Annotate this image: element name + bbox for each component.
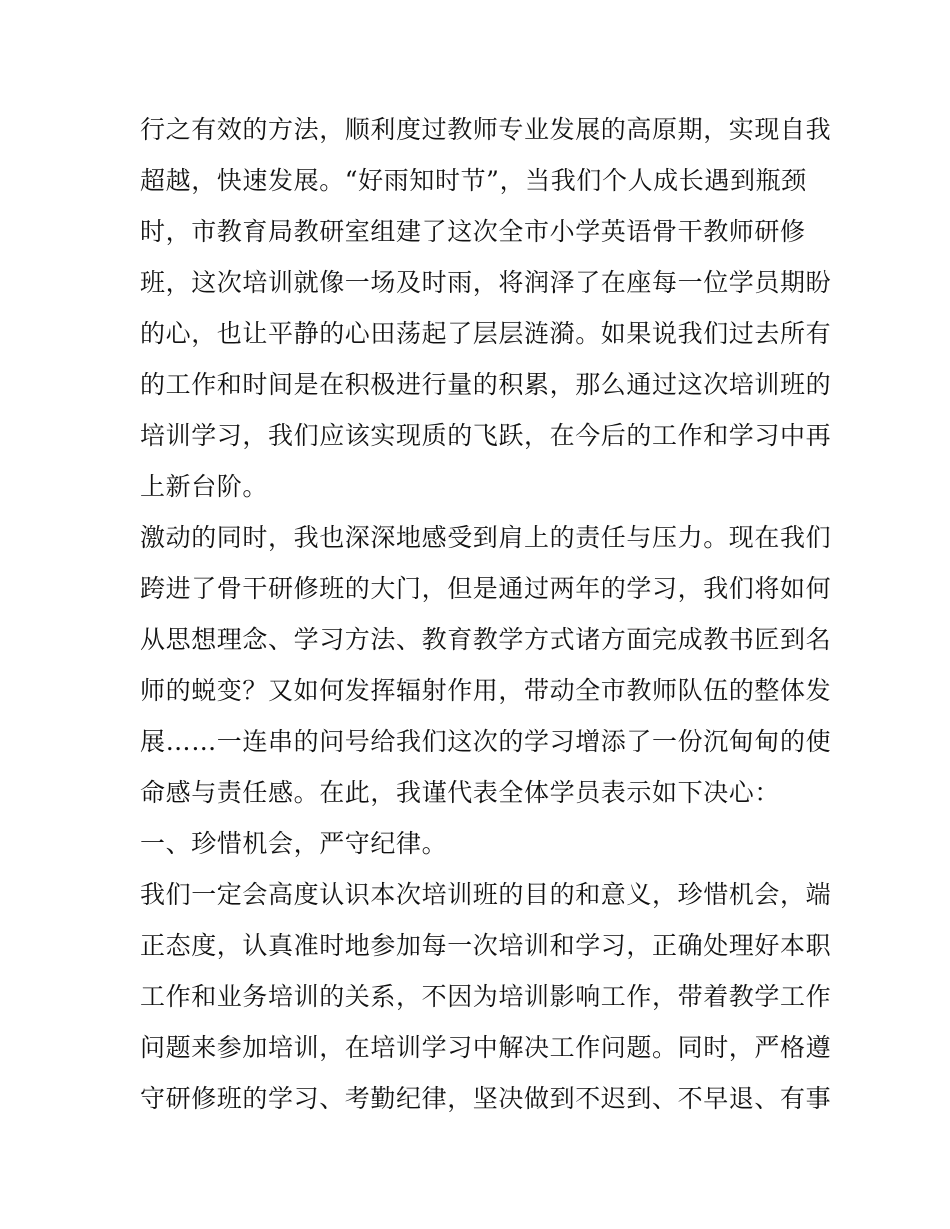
text-line: 激动的同时，我也深深地感受到肩上的责任与压力。现在我们	[140, 523, 832, 552]
text-line: 跨进了骨干研修班的大门，但是通过两年的学习，我们将如何	[140, 574, 832, 603]
text-line: 问题来参加培训，在培训学习中解决工作问题。同时，严格遵	[140, 1033, 832, 1062]
text-line: 时，市教育局教研室组建了这次全市小学英语骨干教师研修	[140, 217, 806, 246]
text-line: 超越，快速发展。“好雨知时节”，当我们个人成长遇到瓶颈	[140, 166, 807, 195]
text-line: 上新台阶。	[140, 472, 269, 501]
text-line: 从思想理念、学习方法、教育教学方式诸方面完成教书匠到名	[140, 625, 832, 654]
text-line: 工作和业务培训的关系，不因为培训影响工作，带着教学工作	[140, 982, 832, 1011]
section-heading: 一、珍惜机会，严守纪律。	[140, 829, 448, 858]
text-line: 的心，也让平静的心田荡起了层层涟漪。如果说我们过去所有	[140, 319, 832, 348]
text-line: 行之有效的方法，顺利度过教师专业发展的高原期，实现自我	[140, 115, 832, 144]
text-line: 展……一连串的问号给我们这次的学习增添了一份沉甸甸的使	[140, 727, 832, 756]
body-text	[140, 104, 830, 1124]
text-line: 我们一定会高度认识本次培训班的目的和意义，珍惜机会，端	[140, 880, 832, 909]
text-line: 命感与责任感。在此，我谨代表全体学员表示如下决心：	[140, 778, 781, 807]
text-line: 守研修班的学习、考勤纪律，坚决做到不迟到、不早退、有事	[140, 1084, 832, 1113]
text-line: 师的蜕变？又如何发挥辐射作用，带动全市教师队伍的整体发	[140, 676, 832, 705]
text-line: 培训学习，我们应该实现质的飞跃，在今后的工作和学习中再	[140, 421, 832, 450]
text-line: 的工作和时间是在积极进行量的积累，那么通过这次培训班的	[140, 370, 832, 399]
text-line: 正态度，认真准时地参加每一次培训和学习，正确处理好本职	[140, 931, 832, 960]
text-line: 班，这次培训就像一场及时雨，将润泽了在座每一位学员期盼	[140, 268, 832, 297]
